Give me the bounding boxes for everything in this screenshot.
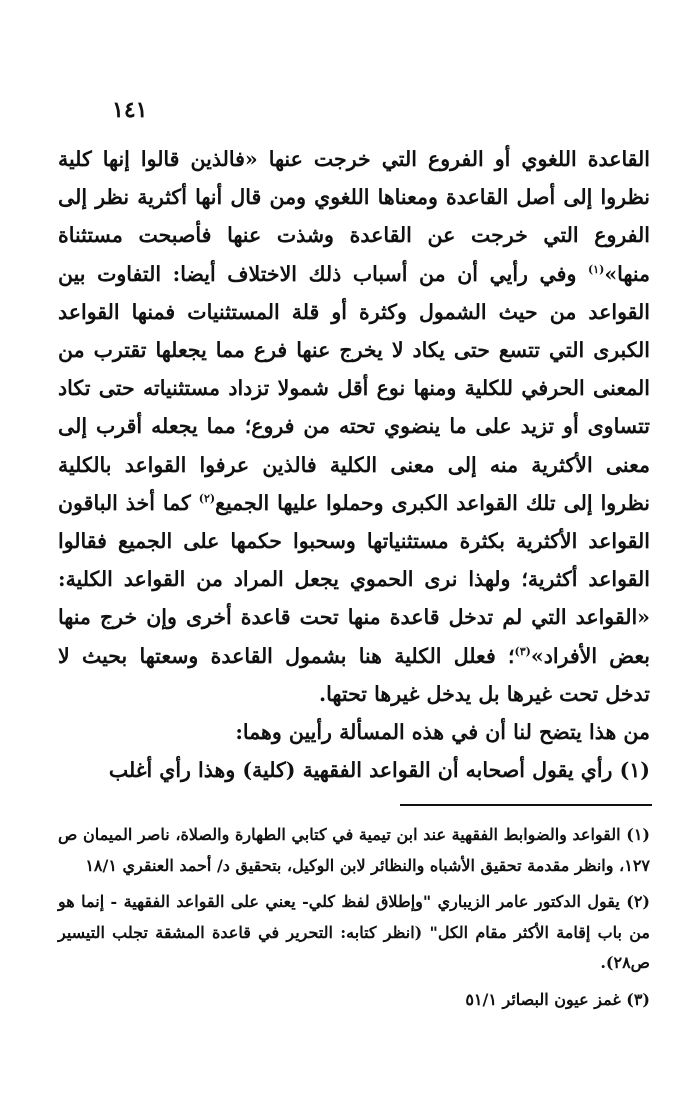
paragraph-1-part-a: القاعدة اللغوي أو الفروع التي خرجت عنها «فالذين قالوا إنها كلية نظروا إلى أصل القاعدة ومعناها اللغوي ومن قال أنها أكثرية نظر إلى الفروع التي خرجت عن القاعدة وشذت عنها فأصبحت مستثناة منها»	[58, 147, 650, 286]
footnote-ref-3[interactable]: (٣)	[514, 644, 531, 658]
paragraph-3: (١) رأي يقول أصحابه أن القواعد الفقهية (كلية) وهذا رأي أغلب	[108, 758, 650, 783]
paragraph-1-part-c: كما أخذ الباقون القواعد الأكثرية بكثرة مستثنياتها وسحبوا حكمها على الجميع فقالوا القواعد أكثرية؛ ولهذا نرى الحموي يجعل المراد من القواعد الكلية: «القواعد التي لم تدخل قاعدة منها تحت قاعدة أخرى وإن خرج منها بعض الأفراد»	[58, 490, 651, 668]
footnote-separator	[400, 804, 652, 806]
footnote-ref-1[interactable]: (١)	[587, 262, 605, 276]
footnote-1: (١) القواعد والضوابط الفقهية عند ابن تيمية في كتابي الطهارة والصلاة، ناصر الميمان ص ١٢٧، وانظر مقدمة تحقيق الأشباه والنظائر لابن الوكيل، بتحقيق د/ أحمد العنقري ١٨/١	[58, 825, 650, 875]
footnote-2: (٢) يقول الدكتور عامر الزيباري "وإطلاق لفظ كلي- يعني على القواعد الفقهية - إنما هو من باب إقامة الأكثر مقام الكل" (انظر كتابه: التحرير في قاعدة المشقة تجلب التيسير ص٢٨).	[58, 892, 650, 972]
footnotes	[58, 820, 650, 1021]
main-text	[58, 140, 650, 789]
footnote-ref-2[interactable]: (٢)	[198, 492, 216, 505]
paragraph-2: من هذا يتضح لنا أن في هذه المسألة رأيين وهما:	[235, 720, 650, 745]
paragraph-1	[58, 140, 650, 713]
page-number: ١٤١	[112, 97, 148, 123]
footnote-3: (٣) غمز عيون البصائر ٥١/١	[465, 989, 650, 1009]
paragraph-1-part-b: وفي رأيي أن من أسباب ذلك الاختلاف أيضا: التفاوت بين القواعد من حيث الشمول وكثرة أو قلة المستثنيات فمنها القواعد الكبرى التي تتسع حتى يكاد لا يخرج عنها فرع مما يجعلها تقترب من المعنى الحرفي للكلية ومنها نوع أقل شمولا تزداد مستثنياته حتى تكاد تتساوى أو تزيد على ما ينضوي تحته من فروع؛ مما يجعله أقرب إلى معنى الأكثرية منه إلى معنى الكلية فالذين عرفوا القواعد بالكلية نظروا إلى تلك القواعد الكبرى وحملوا عليها الجميع	[58, 261, 650, 515]
paragraph-1-part-d: ؛ فعلل الكلية هنا بشمول القاعدة وسعتها بحيث لا تدخل تحت غيرها بل يدخل غيرها تحتها.	[58, 643, 650, 706]
